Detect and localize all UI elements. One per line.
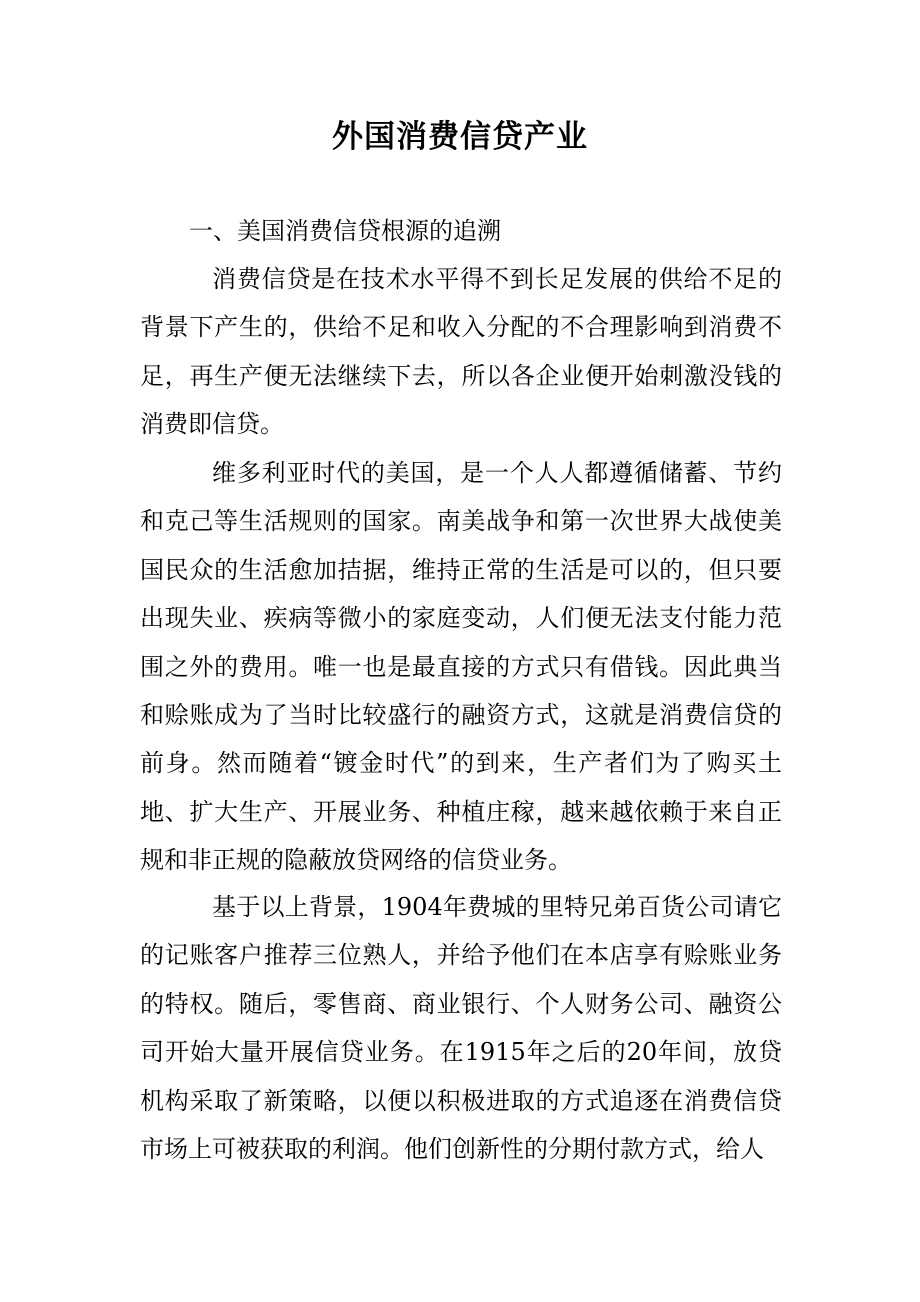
- document-title: 外国消费信贷产业: [332, 119, 588, 155]
- paragraph-3: 基于以上背景，1904年费城的里特兄弟百货公司请它的记账客户推荐三位熟人，并给予他们在本店享有赊账业务的特权。随后，零售商、商业银行、个人财务公司、融资公司开始大量开展信贷业务。在1915年之后的20年间，放贷机构采取了新策略，以便以积极进取的方式追逐在消费信贷市场上可被获取的利润。他们创新性的分期付款方式，给人: [140, 893, 782, 1164]
- paragraph-2: 维多利亚时代的美国，是一个人人都遵循储蓄、节约和克己等生活规则的国家。南美战争和第一次世界大战使美国民众的生活愈加拮据，维持正常的生活是可以的，但只要出现失业、疾病等微小的家庭变动，人们便无法支付能力范围之外的费用。唯一也是最直接的方式只有借钱。因此典当和赊账成为了当时比较盛行的融资方式，这就是消费信贷的前身。然而随着“镀金时代”的到来，生产者们为了购买土地、扩大生产、开展业务、种植庄稼，越来越依赖于来自正规和非正规的隐蔽放贷网络的信贷业务。: [140, 459, 782, 875]
- paragraph-1: 消费信贷是在技术水平得不到长足发展的供给不足的背景下产生的，供给不足和收入分配的不合理影响到消费不足，再生产便无法继续下去，所以各企业便开始刺激没钱的消费即信贷。: [140, 265, 782, 439]
- section-heading: 一、美国消费信贷根源的追溯: [189, 217, 501, 245]
